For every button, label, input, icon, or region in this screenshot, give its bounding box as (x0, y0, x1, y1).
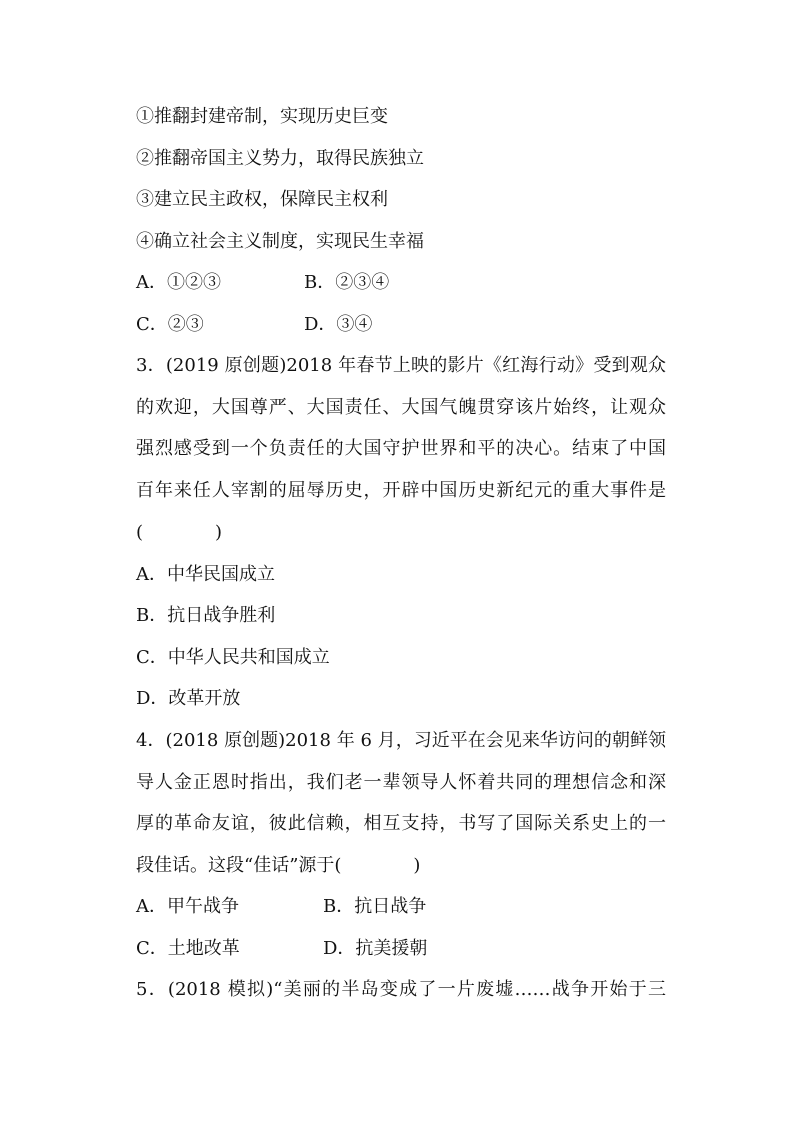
q3-option-a: A．中华民国成立 (136, 564, 275, 585)
q3-option-c: C．中华人民共和国成立 (136, 647, 330, 668)
q4-option-c: C．土地改革 (136, 938, 240, 959)
q4-option-a: A．甲午战争 (136, 896, 239, 917)
q3-option-d: D．改革开放 (136, 688, 241, 709)
q2-statement-4: ④确立社会主义制度，实现民生幸福 (136, 231, 424, 252)
q4-stem-line-3: 厚的革命友谊，彼此信赖，相互支持，书写了国际关系史上的一 (136, 813, 666, 834)
q3-stem-line-4: 百年来任人宰割的屈辱历史，开辟中国历史新纪元的重大事件是 (136, 480, 666, 501)
q5-stem-line-1: 5．(2018 模拟)“美丽的半岛变成了一片废墟……战争开始于三 (136, 979, 666, 1000)
q2-option-a: A．①②③ (136, 272, 221, 293)
q2-statement-3: ③建立民主政权，保障民主权利 (136, 189, 388, 210)
q4-option-b: B．抗日战争 (323, 896, 427, 917)
q3-answer-blank: ( ) (136, 522, 223, 543)
q3-stem-line-3: 强烈感受到一个负责任的大国守护世界和平的决心。结束了中国 (136, 438, 666, 459)
q2-statement-1: ①推翻封建帝制，实现历史巨变 (136, 106, 388, 127)
q2-statement-2: ②推翻帝国主义势力，取得民族独立 (136, 148, 424, 169)
q2-option-b: B．②③④ (304, 272, 390, 293)
q4-option-d: D．抗美援朝 (323, 938, 428, 959)
q3-stem-line-1: 3．(2019 原创题)2018 年春节上映的影片《红海行动》受到观众 (136, 355, 666, 376)
q4-stem-line-4: 段佳话。这段“佳话”源于( ) (136, 855, 421, 876)
q2-option-d: D．③④ (304, 314, 373, 335)
q3-stem-line-2: 的欢迎，大国尊严、大国责任、大国气魄贯穿该片始终，让观众 (136, 397, 666, 418)
q2-option-c: C．②③ (136, 314, 204, 335)
q3-option-b: B．抗日战争胜利 (136, 605, 276, 626)
q4-stem-line-2: 导人金正恩时指出，我们老一辈领导人怀着共同的理想信念和深 (136, 772, 666, 793)
q4-stem-line-1: 4．(2018 原创题)2018 年 6 月，习近平在会见来华访问的朝鲜领 (136, 730, 666, 751)
